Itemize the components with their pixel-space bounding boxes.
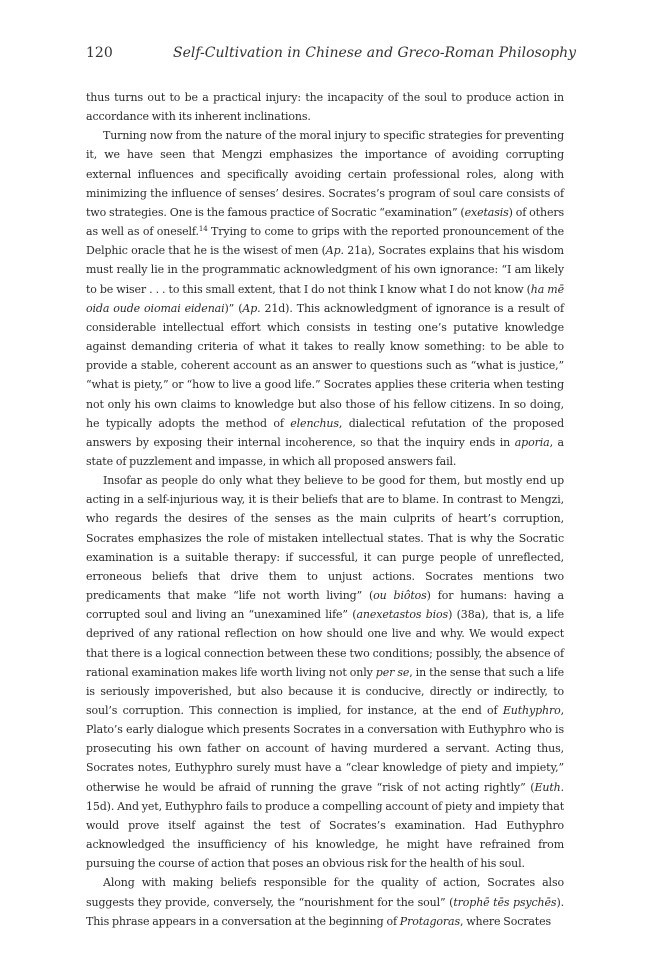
- italic-text: exetasis: [464, 205, 509, 219]
- text-run: , in the sense that such a life is seriously impoverished, but also because it is conducive, directly or indirectly, to soul’s corruption. This connection is implied, for instance, at the end of: [86, 665, 564, 717]
- italic-text: Euthyphro: [502, 704, 561, 717]
- italic-text: aporia: [514, 435, 550, 449]
- text-run: Insofar as people do only what they believe to be good for them, but mostly end up acting in a self-injurious way, it is their beliefs that are to blame. In contrast to Mengzi, who regards the desires of the senses as the main culprits of heart’s corruption, Socrates emphasizes the role of mistaken intellectual states. That is why the Socratic examination is a suitable therapy: if successful, it can purge people of unreflected, erroneous beliefs that drive them to unjust actions. Socrates mentions two predicaments that make “life not worth living” (: [86, 474, 564, 603]
- text-run: Along with making beliefs responsible for the quality of action, Socrates also suggests they provide, conversely, the “nourishment for the soul” (: [86, 876, 564, 909]
- italic-text: ou biôtos: [373, 589, 427, 603]
- italic-text: trophē tēs psychēs: [453, 895, 557, 909]
- italic-text: Ap.: [242, 301, 261, 315]
- text-run: ). This phrase appears in a conversation at the beginning of: [86, 895, 564, 928]
- text-run: , dialectical refutation of the proposed answers by exposing their internal incoherence, so that the inquiry ends in: [86, 416, 564, 449]
- text-run: thus turns out to be a practical injury: the incapacity of the soul to produce action in accordance with its inherent inclinations.: [86, 91, 564, 124]
- italic-text: per se: [375, 665, 410, 679]
- text-run: , a state of puzzlement and impasse, in which all proposed answers fail.: [86, 435, 564, 468]
- italic-text: anexetastos bios: [356, 608, 449, 622]
- body-text: [86, 88, 564, 931]
- paragraph-2: [86, 126, 564, 471]
- italic-text: elenchus: [290, 416, 339, 430]
- italic-text: Euth.: [534, 780, 564, 794]
- italic-text: Protagoras: [399, 914, 460, 928]
- paragraph-1: [86, 88, 564, 126]
- text-run: , where Socrates: [459, 914, 552, 928]
- text-run: 15d). And yet, Euthyphro fails to produce a compelling account of piety and impiety that would prove itself against the test of Socrates’s examination. Had Euthyphro acknowledged the insufficiency of his knowledge, he might have refrained from pursuing the course of action that poses an obvious risk for the health of his soul.: [86, 799, 564, 871]
- footnote-ref: 14: [198, 225, 208, 234]
- text-run: Trying to come to grips with the reported pronouncement of the Delphic oracle that he is the wisest of men (: [86, 225, 564, 258]
- paragraph-4: [86, 873, 564, 930]
- text-run: , Plato’s early dialogue which presents Socrates in a conversation with Euthyphro who is prosecuting his own father on account of having murdered a servant. Acting thus, Socrates notes, Euthyphro surely must have a “clear knowledge of piety and impiety,” otherwise he would be afraid of running the grave “risk of not acting rightly” (: [86, 704, 564, 794]
- text-run: 21a), Socrates explains that his wisdom must really lie in the programmatic acknowledgment of his own ignorance: “I am likely to be wiser . . . to this small extent, that I do not think I know what I do not know (: [86, 244, 564, 296]
- italic-text: ha mē oida oude oiomai eidenai: [86, 282, 564, 315]
- text-run: ) of others as well as of oneself.: [86, 205, 565, 239]
- paragraph-3: [86, 471, 564, 873]
- text-run: 21d). This acknowledgment of ignorance is a result of considerable intellectual effort which consists in testing one’s putative knowledge against demanding criteria of what it takes to really know something: to be able to provide a stable, coherent account as an answer to questions such as “what is justice,” “what is piety,” or “how to live a good life.” Socrates applies these criteria when testing not only his own claims to knowledge but also those of his fellow citizens. In so doing, he typically adopts the method of: [86, 301, 564, 430]
- text-run: )” (: [224, 301, 243, 315]
- text-run: ) for humans: having a corrupted soul and living an “unexamined life” (: [86, 589, 564, 622]
- text-run: Turning now from the nature of the moral injury to specific strategies for preventing it, we have seen that Mengzi emphasizes the importance of avoiding corrupting external influences and specifically avoiding certain professional roles, along with minimizing the influence of senses’ desires. Socrates’s program of soul care consists of two strategies. One is the famous practice of Socratic “examination” (: [86, 129, 564, 219]
- italic-text: Ap.: [325, 244, 344, 258]
- text-run: ) (38a), that is, a life deprived of any rational reflection on how should one live and why. We would expect that there is a logical connection between these two conditions; possibly, the absence of rational examination makes life worth living not only: [86, 608, 564, 679]
- running-title: Self-Cultivation in Chinese and Greco-Roman Philosophy: [173, 45, 577, 61]
- page-number: 120: [86, 45, 113, 61]
